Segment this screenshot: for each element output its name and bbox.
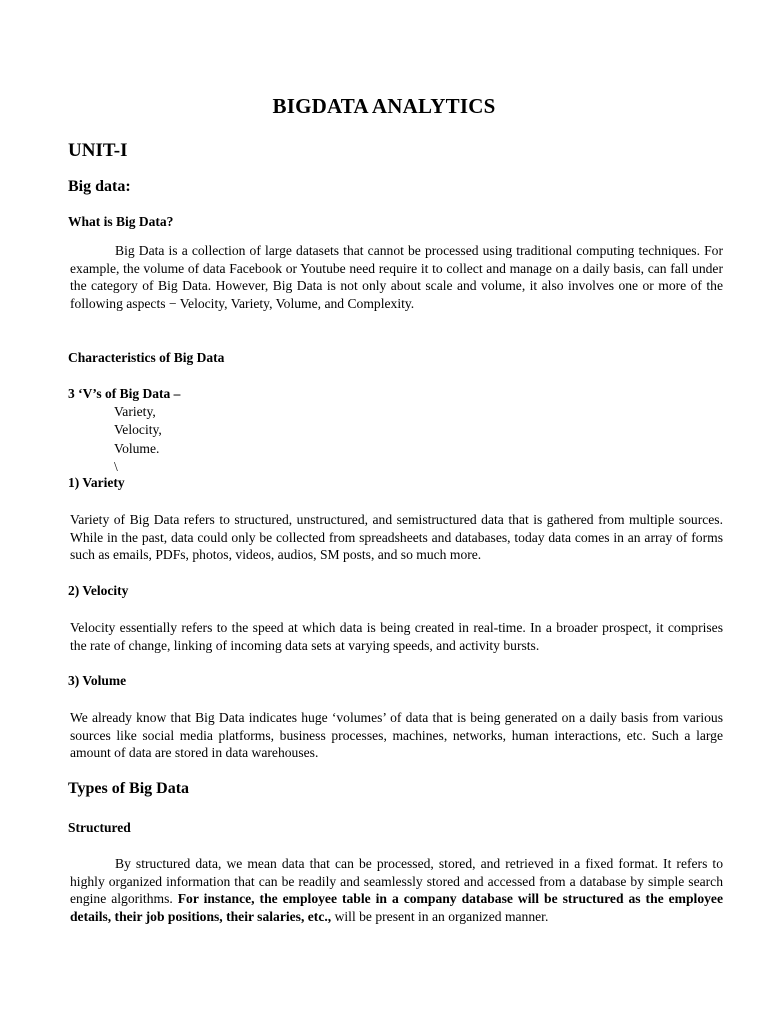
structured-paragraph-text: By structured data, we mean data that can be processed, stored, and retrieved in a fixed format. It refers to highly organized information that can be readily and seamlessly stored and accessed from a database by simple search engine algorithms. (70, 856, 723, 907)
velocity-paragraph: Velocity essentially refers to the speed at which data is being created in real-time. In a broader prospect, it comprises the rate of change, linking of incoming data sets at varying speeds, and activity bursts. (70, 620, 723, 653)
three-v-list (114, 403, 162, 477)
list-item: Variety, (114, 404, 156, 419)
big-data-heading: Big data: (68, 178, 131, 195)
variety-paragraph: Variety of Big Data refers to structured, unstructured, and semistructured data that is gathered from multiple sources. While in the past, data could only be collected from spreadsheets and databases, today data comes in an array of forms such as emails, PDFs, photos, videos, audios, SM posts, and so much more. (70, 512, 723, 563)
volume-paragraph: We already know that Big Data indicates huge ‘volumes’ of data that is being generated on a daily basis from various sources like social media platforms, business processes, machines, networks, human interactions, etc. Such a large amount of data are stored in data warehouses. (70, 710, 723, 761)
structured-paragraph (70, 855, 723, 925)
types-of-big-data-heading: Types of Big Data (68, 780, 190, 797)
structured-heading: Structured (68, 820, 131, 835)
variety-heading: 1) Variety (68, 475, 125, 490)
list-item: Volume. (114, 440, 160, 456)
what-is-big-data-heading: What is Big Data? (68, 214, 174, 229)
unit-heading: UNIT-I (68, 140, 128, 161)
velocity-heading: 2) Velocity (68, 583, 129, 598)
volume-heading: 3) Volume (68, 673, 127, 688)
document-title: BIGDATA ANALYTICS (272, 94, 496, 118)
characteristics-heading: Characteristics of Big Data (68, 350, 225, 365)
structured-paragraph-bold-text: For instance, the employee table in a company database will be structured as the employee details, their job positions, their salaries, etc., (70, 891, 723, 924)
what-is-big-data-paragraph: Big Data is a collection of large datasets that cannot be processed using traditional computing techniques. For example, the volume of data Facebook or Youtube need require it to collect and manage on a daily basis, can fall under the category of Big Data. However, Big Data is not only about scale and volume, it also involves one or more of the following aspects − Velocity, Variety, Volume, and Complexity. (70, 243, 723, 311)
three-v-heading: 3 ‘V’s of Big Data – (68, 386, 181, 401)
list-item: Velocity, (114, 422, 162, 438)
structured-paragraph-end-text: will be present in an organized manner. (331, 908, 549, 924)
list-item: \ (114, 459, 118, 475)
